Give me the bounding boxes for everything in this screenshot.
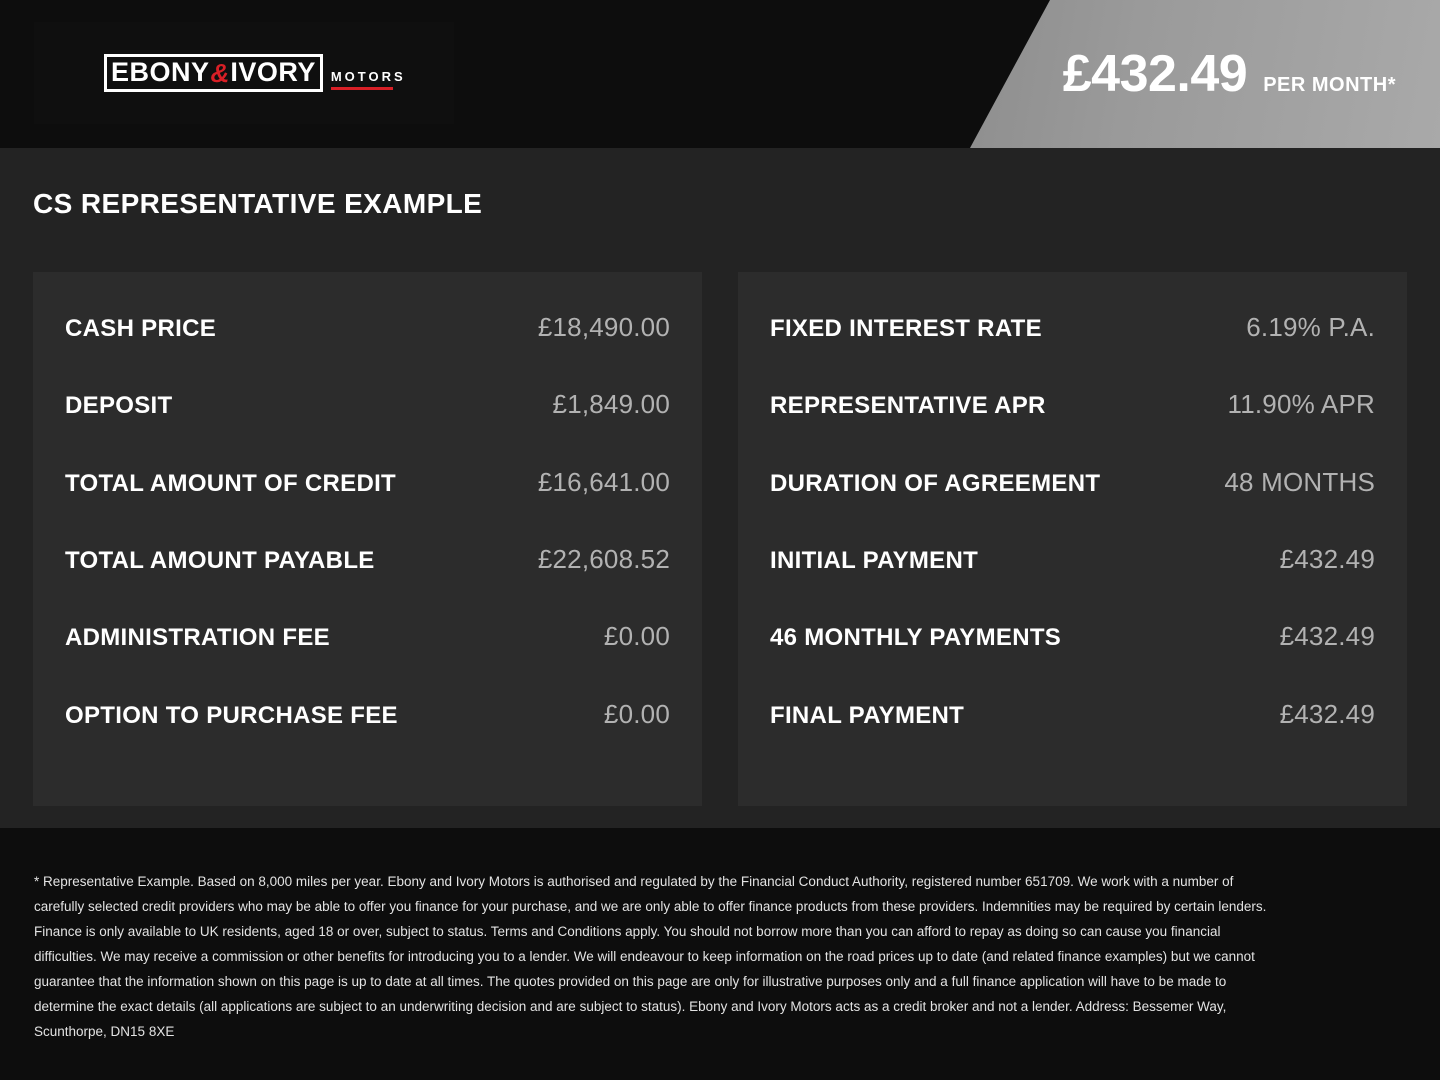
row-value: 6.19% P.A. (1246, 312, 1375, 342)
logo-text-ebony: EBONY (111, 57, 210, 87)
page-title: CS REPRESENTATIVE EXAMPLE (33, 188, 483, 219)
table-row (65, 699, 670, 776)
row-label: CASH PRICE (65, 315, 217, 342)
panel-right (738, 272, 1407, 806)
table-row (770, 621, 1375, 698)
table-row (770, 544, 1375, 621)
table-row (770, 389, 1375, 466)
disclaimer-footer (0, 828, 1440, 1080)
row-value: 11.90% APR (1227, 389, 1375, 420)
row-label: DEPOSIT (65, 392, 173, 420)
row-value: £432.49 (1279, 621, 1375, 652)
logo-text-motors: MOTORS (330, 69, 406, 84)
table-row (65, 389, 670, 466)
row-value: £432.49 (1279, 543, 1375, 574)
table-row (770, 467, 1375, 544)
price-amount: £432.49 (1062, 45, 1248, 103)
row-value: £0.00 (603, 698, 670, 729)
brand-logo[interactable] (34, 22, 454, 124)
representative-example-panels (33, 272, 1407, 806)
price-period-label: PER MONTH* (1263, 74, 1396, 96)
row-value: £16,641.00 (537, 466, 670, 497)
row-value: £0.00 (603, 621, 670, 652)
table-row (65, 544, 670, 621)
row-value: £432.49 (1279, 698, 1375, 729)
table-row (770, 699, 1375, 776)
logo-red-rule (331, 87, 393, 90)
table-row (65, 467, 670, 544)
row-label: TOTAL AMOUNT OF CREDIT (65, 469, 397, 497)
row-label: 46 MONTHLY PAYMENTS (770, 624, 1062, 652)
logo-text-ivory: IVORY (230, 57, 316, 87)
row-value: £22,608.52 (537, 543, 670, 574)
row-label: FIXED INTEREST RATE (770, 315, 1042, 342)
row-label: REPRESENTATIVE APR (770, 392, 1046, 420)
row-label: DURATION OF AGREEMENT (770, 469, 1101, 497)
table-row (770, 312, 1375, 389)
logo-wordmark (104, 54, 323, 92)
row-value: £1,849.00 (552, 389, 670, 420)
page-header (0, 0, 1440, 148)
row-label: FINAL PAYMENT (770, 701, 965, 729)
logo-subtext (331, 54, 406, 92)
table-row (65, 621, 670, 698)
monthly-price (1063, 44, 1396, 104)
logo-ampersand-icon: & (210, 57, 230, 88)
row-label: TOTAL AMOUNT PAYABLE (65, 546, 375, 574)
row-value: £18,490.00 (537, 312, 670, 342)
row-label: OPTION TO PURCHASE FEE (65, 701, 398, 729)
row-label: ADMINISTRATION FEE (65, 624, 330, 652)
row-value: 48 MONTHS (1224, 466, 1375, 497)
panel-left (33, 272, 702, 806)
table-row (65, 312, 670, 389)
row-label: INITIAL PAYMENT (770, 546, 979, 574)
disclaimer-text: * Representative Example. Based on 8,000 miles per year. Ebony and Ivory Motors is authorised and regulated by the Financial Conduct Authority, registered number 651709. We work with a number of carefully selected credit providers who may be able to offer you finance for your purchase, and we are only able to offer finance products from these providers. Indemnities may be required by certain lenders. Finance is only available to UK residents, aged 18 or over, subject to status. Terms and Conditions apply. You should not borrow more than you can afford to repay as doing so can cause you financial difficulties. We may receive a commission or other benefits for introducing you to a lender. We will endeavour to keep information on the road prices up to date (and related finance examples) but we cannot guarantee that the information shown on this page is up to date at all times. The quotes provided on this page are only for illustrative purposes only and a full finance application will have to be made to determine the exact details (all applications are subject to an underwriting decision and are subject to status). Ebony and Ivory Motors acts as a credit broker and not a lender. Address: Bessemer Way, Scunthorpe, DN15 8XE (34, 874, 1267, 1039)
